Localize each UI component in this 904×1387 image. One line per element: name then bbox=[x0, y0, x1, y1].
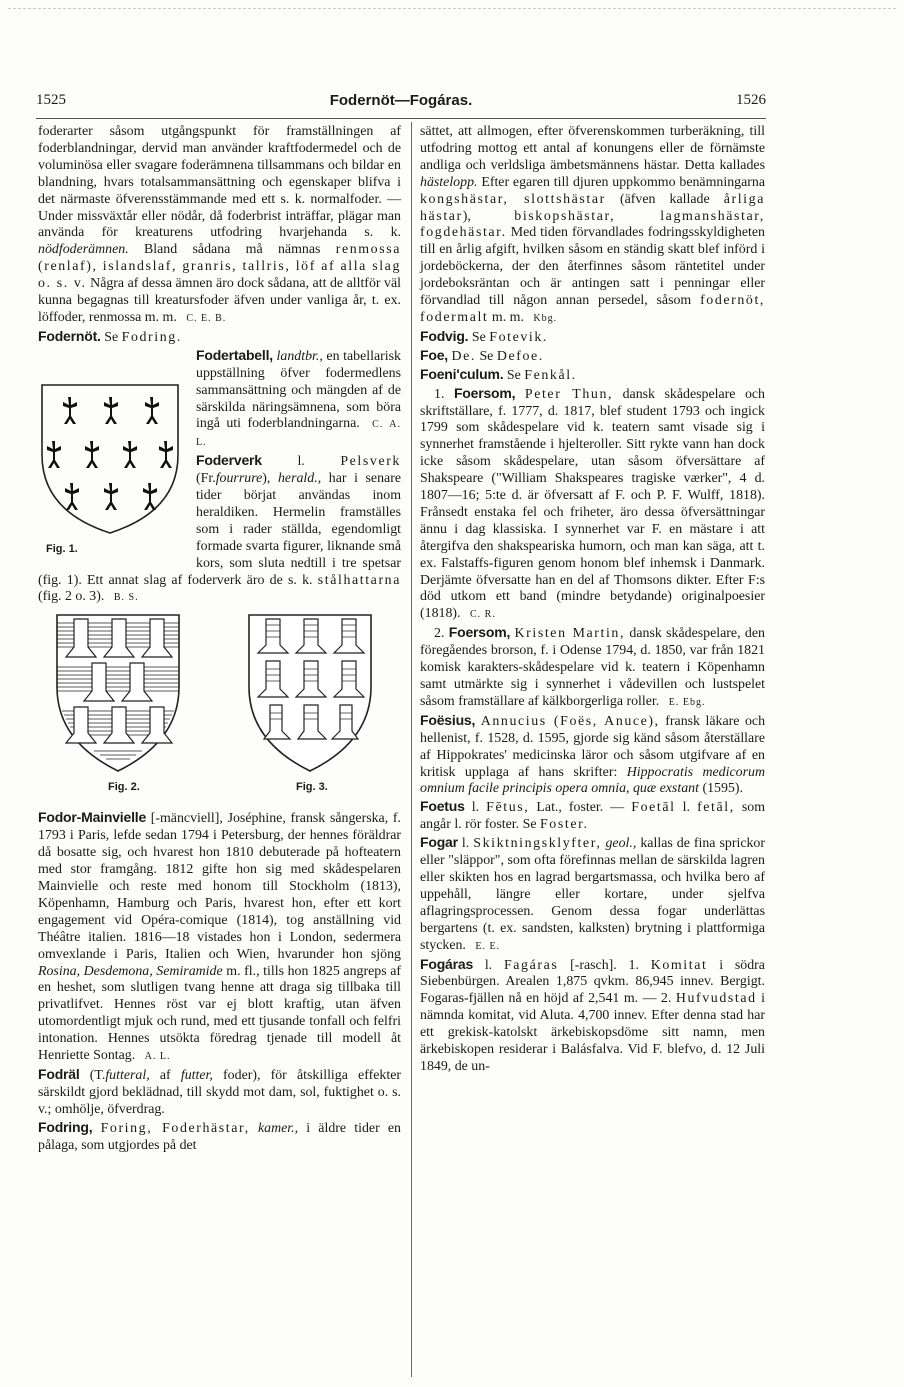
headword: Foetus bbox=[420, 798, 465, 815]
entry-fodring: Fodring, Foring, Foderhästar, kamer., i äldre tider en pålaga, som utgjordes på det bbox=[38, 1118, 401, 1153]
left-column bbox=[38, 124, 401, 1155]
headword: Fodernöt. bbox=[38, 327, 101, 344]
vair-shield-fig2 bbox=[54, 613, 182, 796]
headword: Fogáras bbox=[420, 955, 474, 972]
entry-foetus: Foetus l. Fētus, Lat., foster. — Foetāl l. fetāl, som angår l. rör foster. Se Foster. bbox=[420, 798, 766, 833]
entry-foesius: Foësius, Annucius (Foës, Anuce), fransk läkare och hellenist, f. 1528, d. 1595, gjorde sig känd såsom återställare af Hippokrates' medicinska läror och såsom utgifvare af en kritisk upplaga af hans skrifter: Hippocratis medicorum omnium facile principis opera omnia, quæ exstant (1595). bbox=[420, 711, 766, 797]
headword: Fodor-Mainvielle bbox=[38, 809, 147, 826]
entry-foersom-2: 2. Foersom, Kristen Martin, dansk skådespelare, den föregåendes brorson, f. i Odense 1794, d. 1850, var från 1821 komisk karakters-skådespelare vid k. teatern i Köpenhamn samt utmärkte sig i synnerhet i vådevillen och lustspelet såsom framställare af kälkborgerliga roller. E. Ebg. bbox=[420, 624, 765, 709]
paragraph-fodring-cont: sättet, att allmogen, efter öfverenskommen turberäkning, till utfodring mottog ett antal af konungens eller de förnämste andliga och verldsliga ämbetsmännens hästar. Detta kallades hästelopp. Efter egaren till djuren uppkommo benämningarna kongshästar, slottshästar (äfven kallade årliga hästar), biskopshästar, lagmanshästar, fogdehästar. Med tiden förvandlades fodringsskyldigheten till en årlig afgift, hvilken såsom en ständig skatt blef införd i jordeböckerna, der den återfinnes såsom räntetitel under jordeboksräntan och är antingen satt i penningar eller förvandlad till någon annan persedel, såsom fodernöt, fodermalt m. m. Kbg. bbox=[420, 124, 765, 325]
signature: C. R. bbox=[470, 609, 496, 621]
page-header bbox=[36, 92, 766, 112]
headword: Foeni'culum. bbox=[420, 365, 504, 382]
entry-fogar: Fogar l. Skiktningsklyfter, geol., kallas de fina sprickor eller "släppor", som ofta förefinnas mellan de särskilda lagren eller skikten hos en lagrad bergartsmassa, och hvilka bero af uppehåll, längre eller kortare, under sjelfva aflagringsprocessen. Genom dessa fogar underlättas bergartens (t. ex. sandsten, kalksten) brytning i plattformiga stycken. E. E. bbox=[420, 834, 765, 953]
entry-foe: Foe, De. Se Defoe. bbox=[420, 346, 544, 364]
vair-shield-fig3 bbox=[246, 613, 374, 796]
entry-fodvig: Fodvig. Se Fotevik. bbox=[420, 327, 548, 345]
signature: Kbg. bbox=[533, 312, 558, 324]
page-number-right: 1526 bbox=[736, 92, 766, 108]
headword: Fogar bbox=[420, 834, 458, 851]
headword: Foderverk bbox=[196, 452, 262, 469]
figures-2-3 bbox=[38, 609, 401, 807]
headword: Foersom, bbox=[453, 384, 516, 401]
figure-caption: Fig. 3. bbox=[296, 781, 328, 794]
entry-fodertabell: Fodertabell, landtbr., Fig. 1. en tabellarisk uppställning öfver fodermedlens sammansättning och mängden af de särskilda näringsämnena, som böra ingå uti foderblandningarna. C. A. L. bbox=[38, 347, 401, 452]
entry-fogaras: Fogáras l. Fagáras [-rasch]. 1. Komitat i södra Siebenbürgen. Arealen 1,875 qvkm. 86,945 innev. Bergigt. Fogaras-fjällen nå en höjd af 2,541 m. — 2. Hufvudstad i nämnda komitat, vid Aluta. 4,700 innev. Efter denna stad har ett grekisk-katolskt ärkebiskopsdöme sitt namn, men ärkebiskopen residerar i Balásfalva. Vid F. blefvo, d. 12 Juli 1849, de un- bbox=[420, 955, 765, 1074]
header-rule bbox=[36, 118, 766, 119]
headword: Fodring, bbox=[38, 1118, 93, 1135]
entry-foeniculum: Foeni'culum. Se Fenkål. bbox=[420, 365, 577, 383]
signature: B. S. bbox=[113, 592, 139, 604]
headword: Fodvig. bbox=[420, 327, 469, 344]
headword: Fodräl bbox=[38, 1065, 80, 1082]
entry-fodral: Fodräl (T.futteral, af futter, foder), för åtskilliga effekter särskildt gjord beklädnad, till skydd mot dam, sol, fuktighet o. s. v.; omhölje, öfverdrag. bbox=[38, 1065, 401, 1117]
headword: Foersom, bbox=[448, 624, 511, 641]
page-number-left: 1525 bbox=[36, 92, 66, 108]
headword: Fodertabell, bbox=[196, 346, 273, 363]
scan-edge-line bbox=[8, 8, 896, 9]
running-title: Fodernöt—Fogáras. bbox=[329, 92, 473, 109]
paragraph-foderarter: foderarter såsom utgångspunkt för framställningen af foderblandningar, dervid man använder kraftfodermedel och de voluminösa eller svagare foderämnena tillsammans och bildar en blandning, hvars totalsammansättning och egenskaper blifva i det närmaste öfverensstämmande med ett s. k. normalfoder. — Under missväxtår eller nödår, då foderbrist inträffar, plägar man använda för kreaturens utfodring hvarjehanda s. k. nödfoderämnen. Bland sådana må nämnas renmossa (renlaf), islandslaf, granris, tallris, löf af alla slag o. s. v. Några af dessa ämnen äro dock sådana, att de alltför väl kunna begagnas till kreatursfoder äfven under vanliga år, t. ex. löffoder, renmossa m. m. C. E. B. bbox=[38, 124, 401, 325]
entry-fodor-mainvielle: Fodor-Mainvielle [-mänсviell], Joséphine, fransk sångerska, f. 1793 i Paris, lefde sedan 1794 i Petersburg, der hennes föräldrar då bosatte sig, och hvarest hon 1810 debuterade på hofteatern med stor framgång. 1812 gifte hon sig med skådespelaren Mainvielle och reste med honom till Stockholm (1813), Köpenhamn, Hamburg och Paris, hvarest hon, efter ett kort engagement vid Opéra-comique (1814), tog anställning vid Théâtre italien. 1816—18 vistades hon i London, sedermera omvexlande i Paris, Italien och Wien, hvarunder hon sjöng Rosina, Desdemona, Semiramide m. fl., tills hon 1825 angreps af en heshet, som slutligen tvang henne att draga sig tillbaka till privatlifvet. Hennes röst var ej blott kraftig, utan äfven utomordentligt mjuk och rund, med ett tjusande tonfall och felfri intonation. Hennes utsökta föredrag tjenade till modell åt Henriette Sontag. A. L. bbox=[38, 809, 401, 1064]
signature: E. E. bbox=[475, 940, 501, 952]
signature: C. E. B. bbox=[186, 312, 227, 324]
headword: Foësius, bbox=[420, 711, 476, 728]
ermine-spots bbox=[47, 397, 173, 510]
figure-caption: Fig. 2. bbox=[108, 781, 140, 794]
entry-fodernot: Fodernöt. Se Fodring. bbox=[38, 327, 182, 345]
headword: Foe, bbox=[420, 346, 448, 363]
entry-foersom-1: 1. Foersom, Peter Thun, dansk skådespelare och skriftställare, f. 1777, d. 1817, blef student 1793 och ingick 1799 som skådespelare vid k. teatern samt visade sig i synnerhet framstående i hjelteroller. Sitt rykte vann han dock icke såsom skådespelare, utan såsom öfversättare af Shakspeare ("William Shakspeares tragiske værker", 4 d. 1807—16; 5:te d. är öfversatt af F. och P. F. Wulff, 1818). Frånsedt enstaka fel och friheter, äro dessa öfversättningar ännu i dag klassiska. I synnerhet var F. en mästare i att återgifva den shakspeariska humorn, och man kan säga, att t. ex. Falstaffs-figuren genom honom blef inhemsk i Danmark. Derjämte öfversatte han en del af Thomsons dikter. Efter F:s död utkom ett band (mindre betydande) originalpoesier (1818). C. R. bbox=[420, 384, 766, 622]
fig1-float bbox=[38, 383, 190, 559]
right-column bbox=[420, 124, 765, 1076]
column-divider bbox=[411, 122, 412, 1377]
figure-caption: Fig. 1. bbox=[46, 542, 78, 555]
signature: E. Ebg. bbox=[668, 696, 706, 708]
signature: C. A. L. bbox=[196, 419, 401, 449]
signature: A. L. bbox=[144, 1051, 171, 1063]
entry-foderverk: Foderverk l. Pelsverk (Fr.fourrure), herald., har i senare tider börjat användas inom heraldiken. Hermelin framställes som i rader ställda, egendomligt formade svarta figurer, liknande små kors, som sluta nedtill i tre spetsar (fig. 1). Ett annat slag af foderverk äro de s. k. stålhattarna (fig. 2 o. 3). B. S. bbox=[38, 452, 401, 605]
hermelin-figure bbox=[38, 383, 182, 535]
